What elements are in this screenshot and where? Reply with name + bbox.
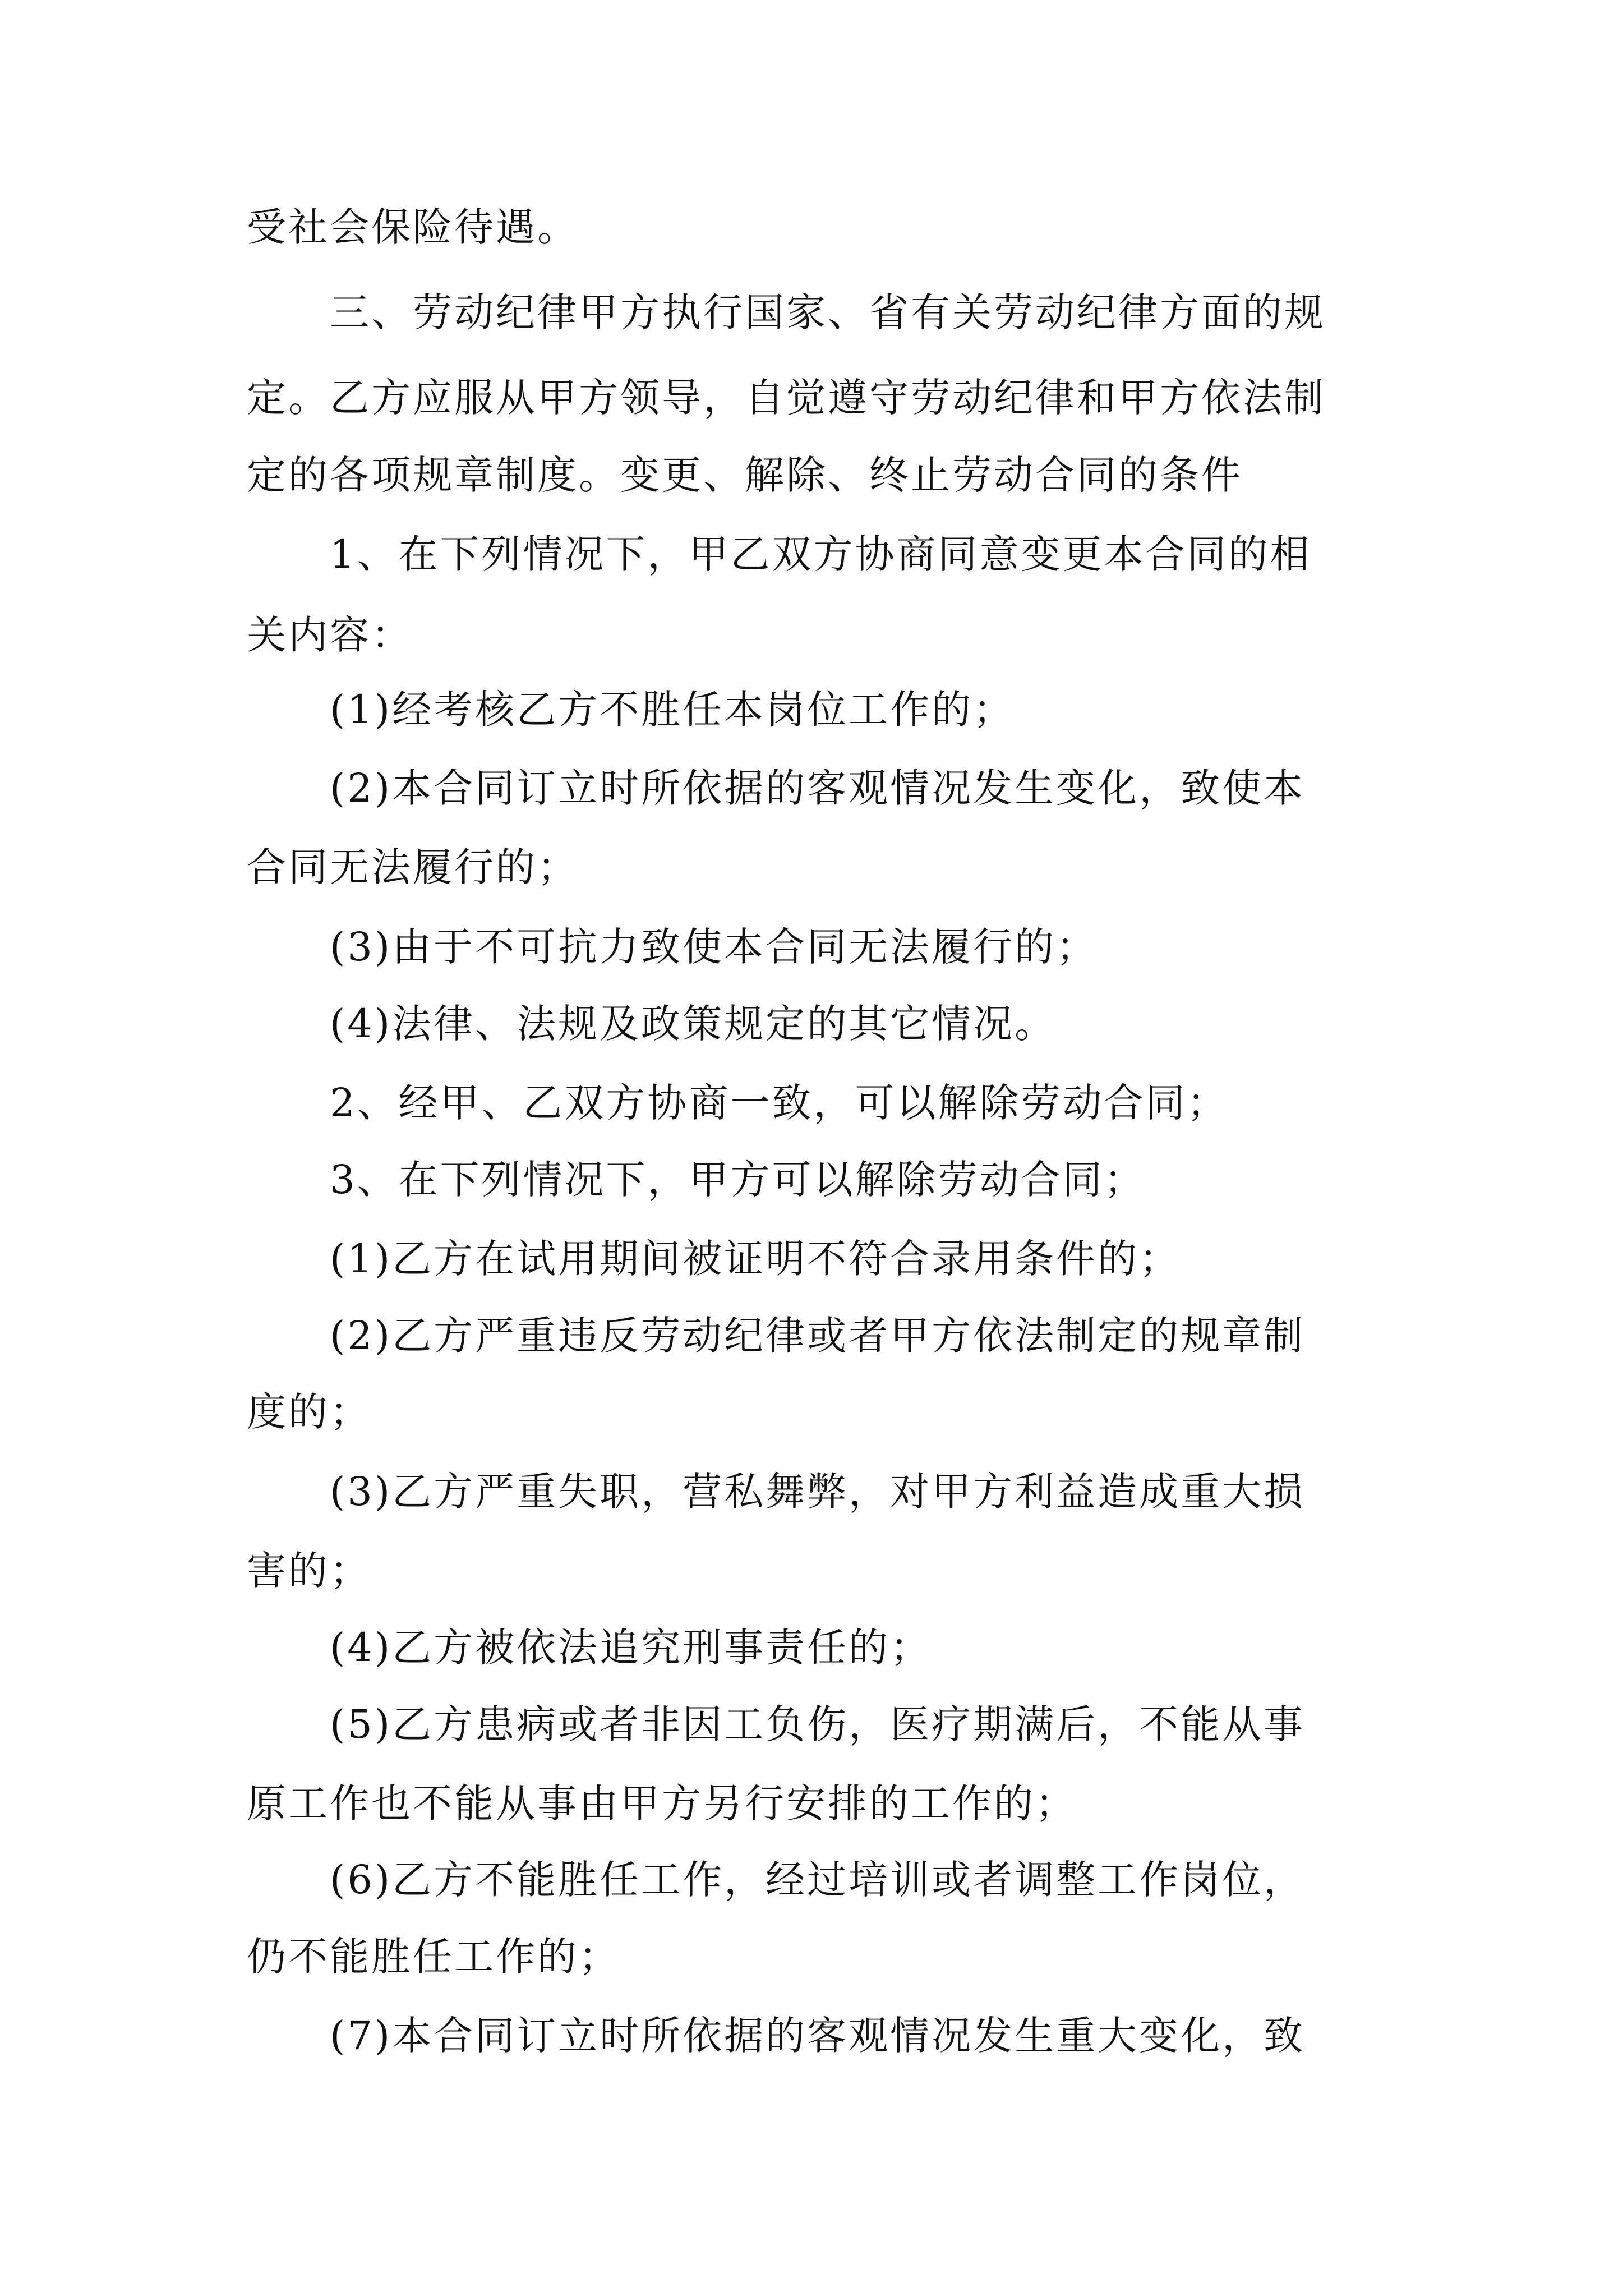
text-line: (2)本合同订立时所依据的客观情况发生变化，致使本 xyxy=(330,765,1306,811)
text-line: 受社会保险待遇。 xyxy=(247,204,579,250)
text-line: (7)本合同订立时所依据的客观情况发生重大变化，致 xyxy=(330,2013,1306,2059)
text-line: 定的各项规章制度。变更、解除、终止劳动合同的条件 xyxy=(247,452,1243,498)
text-line: 害的； xyxy=(247,1548,371,1594)
text-line: 关内容： xyxy=(247,612,413,658)
text-line: 度的； xyxy=(247,1389,371,1435)
text-line: 三、劳动纪律甲方执行国家、省有关劳动纪律方面的规 xyxy=(330,289,1326,335)
text-line: (4)乙方被依法追究刑事责任的； xyxy=(330,1625,932,1671)
text-line: 原工作也不能从事由甲方另行安排的工作的； xyxy=(247,1780,1077,1826)
text-line: (1)乙方在试用期间被证明不符合录用条件的； xyxy=(330,1236,1181,1282)
text-line: (4)法律、法规及政策规定的其它情况。 xyxy=(330,1001,1057,1047)
text-line: (5)乙方患病或者非因工负伤，医疗期满后，不能从事 xyxy=(330,1701,1306,1747)
text-line: 合同无法履行的； xyxy=(247,844,579,890)
text-line: (6)乙方不能胜任工作，经过培训或者调整工作岗位， xyxy=(330,1857,1306,1903)
text-line: 3、在下列情况下，甲方可以解除劳动合同； xyxy=(330,1157,1146,1203)
text-line: (1)经考核乙方不胜任本岗位工作的； xyxy=(330,687,1015,733)
text-line: 仍不能胜任工作的； xyxy=(247,1934,620,1980)
text-line: (3)由于不可抗力致使本合同无法履行的； xyxy=(330,924,1098,970)
text-line: 1、在下列情况下，甲乙双方协商同意变更本合同的相 xyxy=(330,531,1312,577)
text-line: (3)乙方严重失职，营私舞弊，对甲方利益造成重大损 xyxy=(330,1469,1306,1515)
text-line: 定。乙方应服从甲方领导，自觉遵守劳动纪律和甲方依法制 xyxy=(247,375,1326,421)
text-line: (2)乙方严重违反劳动纪律或者甲方依法制定的规章制 xyxy=(330,1313,1306,1359)
text-line: 2、经甲、乙双方协商一致，可以解除劳动合同； xyxy=(330,1080,1229,1126)
